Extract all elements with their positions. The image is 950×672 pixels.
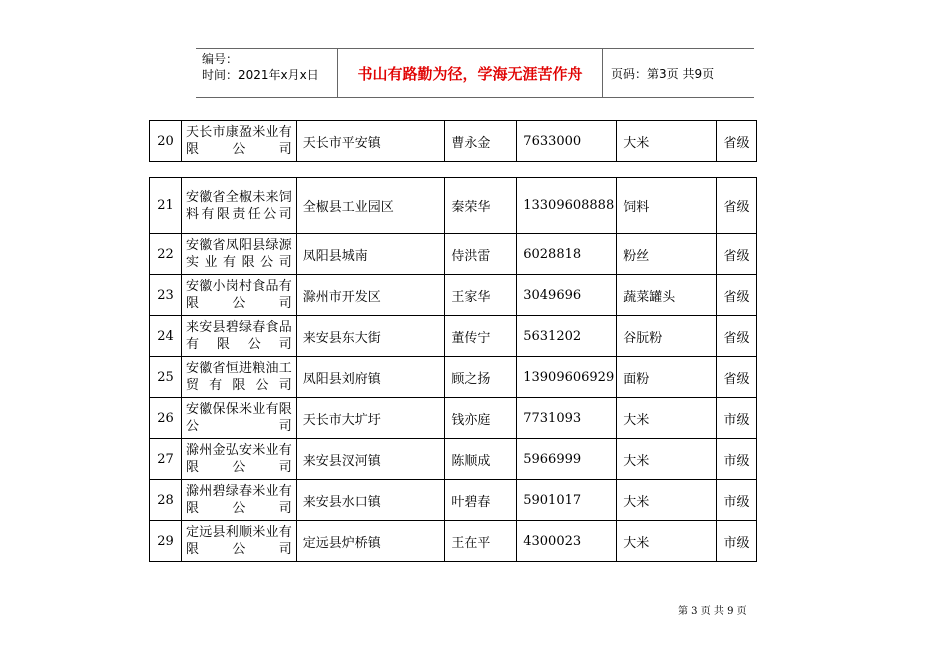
- row-number: 24: [150, 316, 182, 357]
- company-name: 滁州金弘安米业有限公司: [181, 439, 296, 480]
- contact-person: 曹永金: [445, 121, 517, 162]
- main-product: 大米: [617, 121, 717, 162]
- company-name: 定远县利顺米业有限公司: [181, 521, 296, 562]
- contact-person: 钱亦庭: [445, 398, 517, 439]
- company-name: 滁州碧绿春米业有限公司: [181, 480, 296, 521]
- table-row: [150, 121, 757, 162]
- main-product: 蔬菜罐头: [617, 275, 717, 316]
- company-address: 来安县水口镇: [296, 480, 445, 521]
- row-number: 27: [150, 439, 182, 480]
- contact-phone: 6028818: [517, 234, 617, 275]
- contact-person: 王在平: [445, 521, 517, 562]
- company-name: 来安县碧绿春食品有限公司: [181, 316, 296, 357]
- company-name: 安徽保保米业有限公司: [181, 398, 296, 439]
- time-label: 时间：2021年x月x日: [202, 68, 319, 82]
- table-row: [150, 357, 757, 398]
- table-row: [150, 178, 757, 234]
- enterprise-level: 市级: [717, 480, 757, 521]
- company-address: 滁州市开发区: [296, 275, 445, 316]
- enterprise-table: [149, 177, 757, 562]
- header-motto: 书山有路勤为径，学海无涯苦作舟: [338, 49, 603, 97]
- enterprise-table-top: [149, 120, 757, 162]
- row-number: 26: [150, 398, 182, 439]
- contact-phone: 13909606929: [517, 357, 617, 398]
- main-product: 谷朊粉: [617, 316, 717, 357]
- table-row: [150, 316, 757, 357]
- row-number: 21: [150, 178, 182, 234]
- company-address: 凤阳县刘府镇: [296, 357, 445, 398]
- main-product: 面粉: [617, 357, 717, 398]
- row-number: 20: [150, 121, 182, 162]
- enterprise-level: 省级: [717, 357, 757, 398]
- enterprise-level: 市级: [717, 521, 757, 562]
- enterprise-level: 省级: [717, 234, 757, 275]
- page-header: [196, 48, 754, 98]
- header-page-code: 页码：第3页 共9页: [611, 66, 715, 81]
- contact-person: 顾之扬: [445, 357, 517, 398]
- main-product: 大米: [617, 521, 717, 562]
- table-row: [150, 275, 757, 316]
- table-row: [150, 439, 757, 480]
- table-row: [150, 521, 757, 562]
- enterprise-level: 省级: [717, 121, 757, 162]
- contact-phone: 5966999: [517, 439, 617, 480]
- table-row: [150, 398, 757, 439]
- enterprise-level: 省级: [717, 316, 757, 357]
- company-name: 安徽省凤阳县绿源实业有限公司: [181, 234, 296, 275]
- row-number: 28: [150, 480, 182, 521]
- enterprise-level: 省级: [717, 275, 757, 316]
- company-address: 来安县汊河镇: [296, 439, 445, 480]
- page-footer: 第 3 页 共 9 页: [678, 606, 747, 617]
- enterprise-level: 省级: [717, 178, 757, 234]
- contact-phone: 4300023: [517, 521, 617, 562]
- contact-person: 董传宁: [445, 316, 517, 357]
- contact-phone: 5901017: [517, 480, 617, 521]
- company-address: 天长市平安镇: [296, 121, 445, 162]
- row-number: 22: [150, 234, 182, 275]
- contact-person: 秦荣华: [445, 178, 517, 234]
- table-row: [150, 480, 757, 521]
- main-product: 大米: [617, 439, 717, 480]
- enterprise-level: 市级: [717, 398, 757, 439]
- table-row: [150, 234, 757, 275]
- contact-phone: 13309608888: [517, 178, 617, 234]
- company-address: 凤阳县城南: [296, 234, 445, 275]
- contact-phone: 7633000: [517, 121, 617, 162]
- company-address: 天长市大圹圩: [296, 398, 445, 439]
- main-product: 大米: [617, 480, 717, 521]
- row-number: 23: [150, 275, 182, 316]
- contact-person: 王家华: [445, 275, 517, 316]
- row-number: 29: [150, 521, 182, 562]
- main-product: 大米: [617, 398, 717, 439]
- row-number: 25: [150, 357, 182, 398]
- contact-person: 叶碧春: [445, 480, 517, 521]
- company-name: 安徽省恒进粮油工贸有限公司: [181, 357, 296, 398]
- header-meta: [196, 49, 338, 97]
- enterprise-level: 市级: [717, 439, 757, 480]
- number-label: 编号：: [202, 52, 239, 66]
- contact-phone: 7731093: [517, 398, 617, 439]
- company-name: 天长市康盈米业有限公司: [181, 121, 296, 162]
- company-name: 安徽省全椒未来饲料有限责任公司: [181, 178, 296, 234]
- company-address: 来安县东大街: [296, 316, 445, 357]
- contact-person: 陈顺成: [445, 439, 517, 480]
- main-product: 粉丝: [617, 234, 717, 275]
- contact-person: 侍洪雷: [445, 234, 517, 275]
- contact-phone: 3049696: [517, 275, 617, 316]
- contact-phone: 5631202: [517, 316, 617, 357]
- main-product: 饲料: [617, 178, 717, 234]
- company-address: 全椒县工业园区: [296, 178, 445, 234]
- company-name: 安徽小岗村食品有限公司: [181, 275, 296, 316]
- company-address: 定远县炉桥镇: [296, 521, 445, 562]
